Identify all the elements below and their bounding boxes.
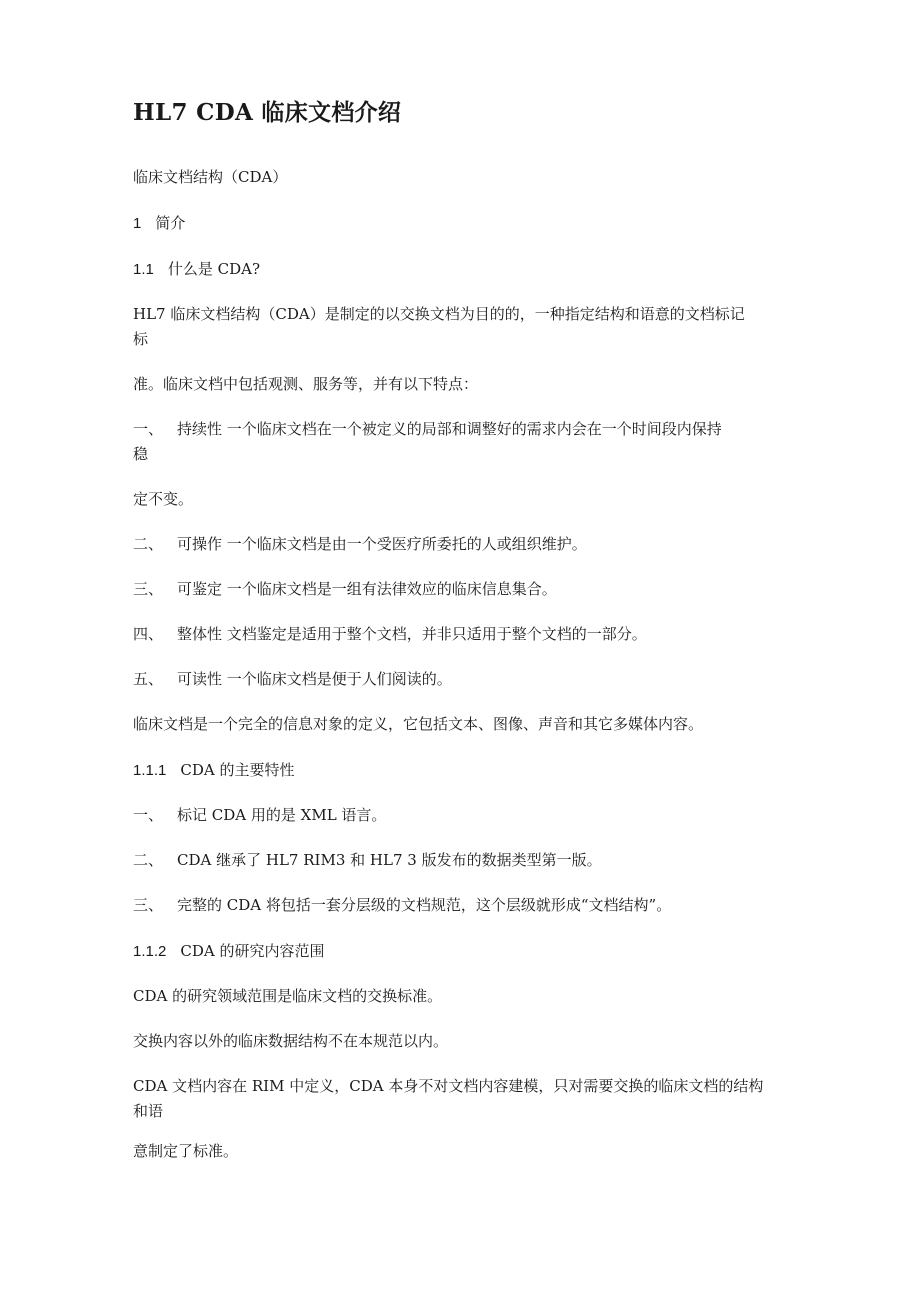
feature-item — [133, 534, 587, 554]
paragraph-line: HL7 临床文档结构（CDA）是制定的以交换文档为目的的，一种指定结构和语意的文档标记 — [133, 305, 745, 323]
section-number: 1.1 — [133, 261, 154, 278]
list-marker: 二、 — [133, 851, 164, 869]
characteristic-text: 标记 CDA 用的是 XML 语言。 — [177, 806, 387, 824]
feature-text: 可读性 一个临床文档是便于人们阅读的。 — [177, 670, 452, 688]
section-heading-1-1 — [133, 259, 260, 280]
section-heading-1-1-2 — [133, 941, 324, 962]
feature-text: 整体性 文档鉴定是适用于整个文档，并非只适用于整个文档的一部分。 — [177, 625, 647, 643]
feature-item-continuation: 稳 — [133, 445, 149, 463]
list-marker: 三、 — [133, 580, 164, 598]
section-number: 1.1.1 — [133, 762, 167, 779]
feature-item — [133, 419, 722, 439]
list-marker: 三、 — [133, 896, 164, 914]
feature-item — [133, 624, 647, 644]
paragraph-line: CDA 文档内容在 RIM 中定义，CDA 本身不对文档内容建模，只对需要交换的临床文档的结构 — [133, 1077, 764, 1095]
feature-text: 可操作 一个临床文档是由一个受医疗所委托的人或组织维护。 — [177, 535, 587, 553]
paragraph-line: CDA 的研究领域范围是临床文档的交换标准。 — [133, 987, 443, 1005]
section-heading-1 — [133, 213, 185, 234]
section-number: 1 — [133, 215, 142, 232]
paragraph-line: 定不变。 — [133, 490, 194, 508]
paragraph-line: 交换内容以外的临床数据结构不在本规范以内。 — [133, 1032, 449, 1050]
characteristic-item — [133, 805, 386, 825]
paragraph-line: 意制定了标准。 — [133, 1142, 239, 1160]
feature-text: 可鉴定 一个临床文档是一组有法律效应的临床信息集合。 — [177, 580, 557, 598]
paragraph-line: 准。临床文档中包括观测、服务等，并有以下特点： — [133, 375, 479, 393]
feature-item — [133, 579, 557, 599]
document-title: HL7 CDA 临床文档介绍 — [133, 99, 402, 126]
characteristic-text: CDA 继承了 HL7 RIM3 和 HL7 3 版发布的数据类型第一版。 — [177, 851, 602, 869]
section-label: CDA 的主要特性 — [180, 761, 295, 779]
section-heading-1-1-1 — [133, 760, 294, 781]
section-label: 简介 — [155, 214, 186, 232]
list-marker: 五、 — [133, 670, 164, 688]
list-marker: 一、 — [133, 806, 164, 824]
section-label: 什么是 CDA? — [167, 260, 261, 278]
feature-item — [133, 669, 452, 689]
characteristic-item — [133, 850, 602, 870]
list-marker: 四、 — [133, 625, 164, 643]
paragraph-line: 和语 — [133, 1102, 164, 1120]
document-subtitle: 临床文档结构（CDA） — [133, 168, 288, 186]
section-label: CDA 的研究内容范围 — [180, 942, 325, 960]
feature-text: 持续性 一个临床文档在一个被定义的局部和调整好的需求内会在一个时间段内保持 — [177, 420, 722, 438]
paragraph-line: 临床文档是一个完全的信息对象的定义，它包括文本、图像、声音和其它多媒体内容。 — [133, 715, 704, 733]
list-marker: 二、 — [133, 535, 164, 553]
list-marker: 一、 — [133, 420, 164, 438]
paragraph-line: 标 — [133, 330, 149, 348]
characteristic-text: 完整的 CDA 将包括一套分层级的文档规范，这个层级就形成“文档结构”。 — [177, 896, 672, 914]
section-number: 1.1.2 — [133, 943, 167, 960]
characteristic-item — [133, 895, 671, 915]
